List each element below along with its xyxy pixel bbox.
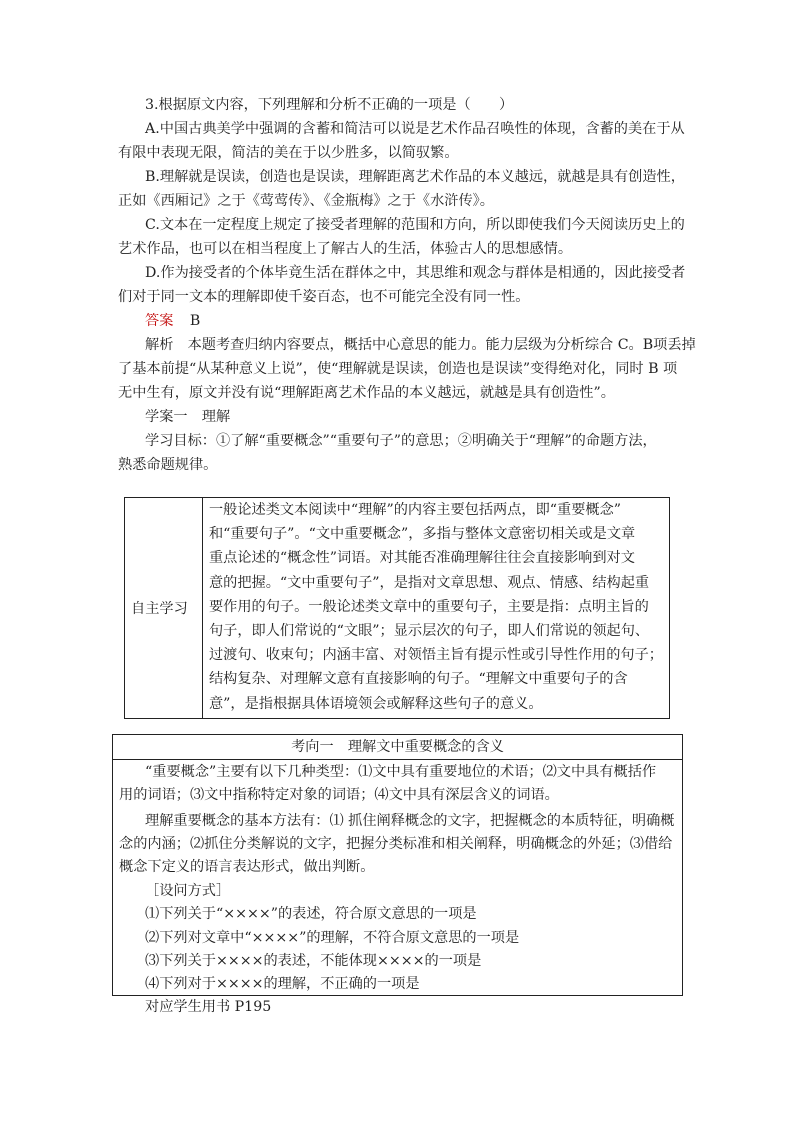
answer-line	[145, 310, 200, 332]
option-a-line-1: A.中国古典美学中强调的含蓄和简洁可以说是艺术作品召唤性的体现，含蓄的美在于从	[145, 121, 685, 137]
self-study-line: 意的把握。“文中重要句子”，是指对文章思想、观点、情感、结构起重	[208, 574, 650, 591]
self-study-label: 自主学习	[125, 498, 203, 719]
answer-value: B	[189, 313, 201, 329]
direction-line: ［设问方式］	[145, 883, 231, 899]
option-d-line-2: 们对于同一文本的理解即使千姿百态，也不可能完全没有同一性。	[118, 289, 530, 305]
option-a-line-2: 有限中表现无限，简洁的美在于以少胜多，以简驭繁。	[118, 145, 459, 161]
direction-title: 考向一 理解文中重要概念的含义	[113, 735, 682, 760]
self-study-line: 句子，即人们常说的“文眼”；显示层次的句子，即人们常说的领起句、	[208, 623, 650, 640]
self-study-line: 要作用的句子。一般论述类文章中的重要句子，主要是指：点明主旨的	[208, 598, 649, 615]
section-title: 学案一 理解	[145, 409, 231, 425]
analysis-line-2: 了基本前提“从某种意义上说”，使“理解就是误读，创造也是误读”变得绝对化，同时 B 项	[118, 361, 678, 377]
option-c-line-1: C.文本在一定程度上规定了接受者理解的范围和方向，所以即使我们今天阅读历史上的	[145, 217, 685, 233]
analysis-line-3: 无中生有，原文并没有说“理解距离艺术作品的本义越远，就越是具有创造性”。	[118, 385, 615, 401]
direction-line: 用的词语；⑶文中指称特定对象的词语；⑷文中具有深层含义的词语。	[119, 787, 559, 803]
option-b-line-1: B.理解就是误读，创造也是误读，理解距离艺术作品的本义越远，就越是具有创造性，	[145, 169, 685, 185]
footer-reference: 对应学生用书 P195	[145, 999, 272, 1015]
self-study-line: 意”，是指根据具体语境领会或解释这些句子的意义。	[208, 695, 543, 712]
question-stem: 3.根据原文内容，下列理解和分析不正确的一项是（ ）	[145, 97, 514, 113]
self-study-table	[124, 497, 670, 719]
objective-line-2: 熟悉命题规律。	[118, 457, 218, 473]
answer-label: 答案	[145, 313, 174, 329]
analysis-line-1: 解析 本题考查归纳内容要点，概括中心意思的能力。能力层级为分析综合 C。B项丢掉	[145, 337, 696, 353]
direction-line: ⑷下列对于××××的理解，不正确的一项是	[145, 976, 420, 992]
self-study-line: 重点论述的“概念性”词语。对其能否准确理解往往会直接影响到对文	[208, 550, 635, 567]
self-study-content	[202, 498, 669, 719]
direction-line: 概念下定义的语言表达形式，做出判断。	[119, 859, 375, 875]
self-study-line: 过渡句、收束句；内涵丰富、对领悟主旨有提示性或引导性作用的句子；	[208, 647, 663, 664]
direction-line: ⑴下列关于“××××”的表述，符合原文意思的一项是	[145, 906, 477, 922]
direction-line: 理解重要概念的基本方法有：⑴ 抓住阐释概念的文字，把握概念的本质特征，明确概	[145, 813, 675, 829]
option-c-line-2: 艺术作品，也可以在相当程度上了解古人的生活，体验古人的思想感情。	[118, 241, 573, 257]
direction-line: ⑵下列对文章中“××××”的理解，不符合原文意思的一项是	[145, 930, 520, 946]
direction-box	[112, 734, 683, 996]
direction-line: 念的内涵；⑵抓住分类解说的文字，把握分类标准和相关阐释，明确概念的外延；⑶借给	[119, 836, 673, 852]
direction-line: “重要概念”主要有以下几种类型：⑴文中具有重要地位的术语；⑵文中具有概括作	[145, 764, 657, 780]
self-study-line: 和“重要句子”。“文中重要概念”，多指与整体文意密切相关或是文章	[208, 526, 636, 543]
self-study-line: 结构复杂、对理解文意有直接影响的句子。“理解文中重要句子的含	[208, 671, 628, 688]
option-b-line-2: 正如《西厢记》之于《莺莺传》、《金瓶梅》之于《水浒传》。	[118, 193, 494, 209]
option-d-line-1: D.作为接受者的个体毕竟生活在群体之中，其思维和观念与群体是相通的，因此接受者	[145, 265, 686, 281]
self-study-line: 一般论述类文本阅读中“理解”的内容主要包括两点，即“重要概念”	[208, 502, 622, 518]
direction-line: ⑶下列关于××××的表述，不能体现××××的一项是	[145, 953, 482, 969]
objective-line-1: 学习目标：①了解“重要概念”“重要句子”的意思；②明确关于“理解”的命题方法，	[145, 433, 657, 449]
